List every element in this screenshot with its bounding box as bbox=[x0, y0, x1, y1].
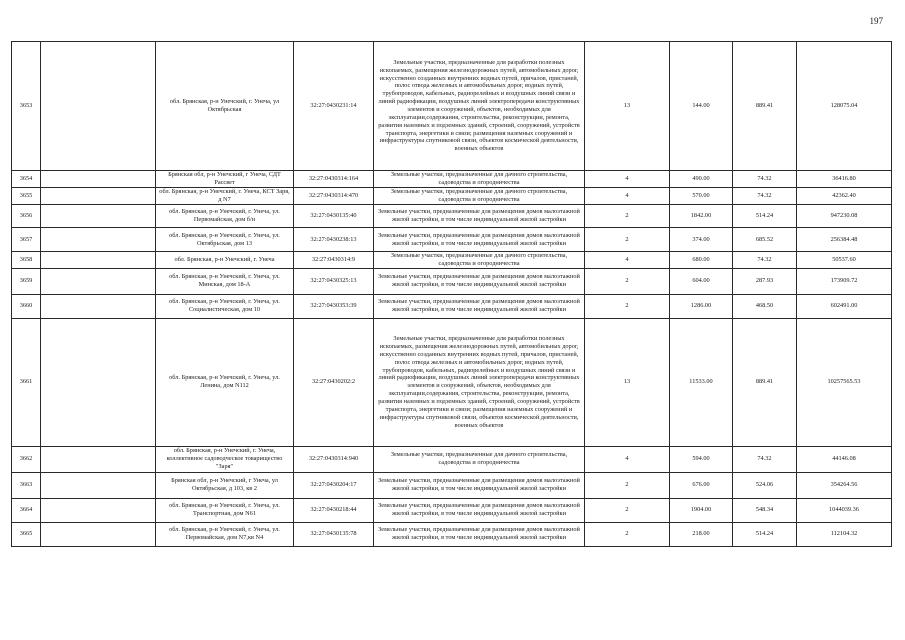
table-row bbox=[12, 318, 892, 446]
table-body bbox=[12, 42, 892, 547]
group-cell: 2 bbox=[585, 522, 670, 546]
rate-cell: 548.34 bbox=[733, 498, 797, 522]
area-cell: 680.00 bbox=[670, 252, 733, 269]
table-row bbox=[12, 268, 892, 294]
cadastral-number-cell: 32:27:0430218:44 bbox=[294, 498, 374, 522]
table-row bbox=[12, 498, 892, 522]
rate-cell: 889.41 bbox=[733, 42, 797, 171]
land-use-category-cell: Земельные участки, предназначенные для размещения домов малоэтажной жилой застройки, в том числе индивидуальной жилой застройки bbox=[374, 294, 585, 318]
rate-cell: 74.32 bbox=[733, 188, 797, 205]
cadastral-value-cell: 10257565.53 bbox=[797, 318, 892, 446]
table-row bbox=[12, 171, 892, 188]
area-cell: 490.00 bbox=[670, 171, 733, 188]
area-cell: 604.00 bbox=[670, 268, 733, 294]
group-cell: 2 bbox=[585, 205, 670, 228]
rate-cell: 287.93 bbox=[733, 268, 797, 294]
land-use-category-cell: Земельные участки, предназначенные для дачного строительства, садоводства и огородничества bbox=[374, 188, 585, 205]
area-cell: 11533.00 bbox=[670, 318, 733, 446]
cadastral-number-cell: 32:27:0430135:40 bbox=[294, 205, 374, 228]
spacer-cell bbox=[41, 205, 156, 228]
spacer-cell bbox=[41, 522, 156, 546]
cadastral-value-cell: 947230.08 bbox=[797, 205, 892, 228]
rate-cell: 514.24 bbox=[733, 522, 797, 546]
address-cell: обл. Брянская, р-н Унечский, г. Унеча, ул. Первомайская, дом N7,кв N4 bbox=[156, 522, 294, 546]
land-use-category-cell: Земельные участки, предназначенные для размещения домов малоэтажной жилой застройки, в том числе индивидуальной жилой застройки bbox=[374, 268, 585, 294]
area-cell: 676.00 bbox=[670, 472, 733, 498]
spacer-cell bbox=[41, 318, 156, 446]
area-cell: 1904.00 bbox=[670, 498, 733, 522]
table-row bbox=[12, 228, 892, 252]
spacer-cell bbox=[41, 446, 156, 472]
address-cell: обл. Брянская, р-н Унечский, г. Унеча, коллективное садоводческое товарищество "Заря" bbox=[156, 446, 294, 472]
group-cell: 2 bbox=[585, 268, 670, 294]
cadastral-value-cell: 354264.56 bbox=[797, 472, 892, 498]
cadastral-number-cell: 32:27:0430238:13 bbox=[294, 228, 374, 252]
page-number: 197 bbox=[869, 16, 883, 26]
rate-cell: 685.52 bbox=[733, 228, 797, 252]
land-use-category-cell: Земельные участки, предназначенные для размещения домов малоэтажной жилой застройки, в том числе индивидуальной жилой застройки bbox=[374, 228, 585, 252]
row-number: 3662 bbox=[12, 446, 41, 472]
cadastral-value-cell: 112104.32 bbox=[797, 522, 892, 546]
group-cell: 2 bbox=[585, 228, 670, 252]
address-cell: обл. Брянская, р-н Унечский, г. Унеча, ул. Первомайская, дом б/н bbox=[156, 205, 294, 228]
row-number: 3661 bbox=[12, 318, 41, 446]
table-row bbox=[12, 472, 892, 498]
table-row bbox=[12, 522, 892, 546]
area-cell: 1842.00 bbox=[670, 205, 733, 228]
cadastral-number-cell: 32:27:0430202:2 bbox=[294, 318, 374, 446]
spacer-cell bbox=[41, 498, 156, 522]
address-cell: обл. Брянская, р-н Унечский, г. Унеча, ул. Ленина, дом N112 bbox=[156, 318, 294, 446]
row-number: 3658 bbox=[12, 252, 41, 269]
cadastral-number-cell: 32:27:0430325:13 bbox=[294, 268, 374, 294]
rate-cell: 74.32 bbox=[733, 171, 797, 188]
spacer-cell bbox=[41, 188, 156, 205]
group-cell: 2 bbox=[585, 498, 670, 522]
address-cell: Брянская обл, р-н Унечский, г Унеча, СДТ Рассвет bbox=[156, 171, 294, 188]
row-number: 3654 bbox=[12, 171, 41, 188]
land-use-category-cell: Земельные участки, предназначенные для размещения домов малоэтажной жилой застройки, в том числе индивидуальной жилой застройки bbox=[374, 498, 585, 522]
area-cell: 1286.00 bbox=[670, 294, 733, 318]
rate-cell: 524.06 bbox=[733, 472, 797, 498]
cadastral-value-cell: 50537.60 bbox=[797, 252, 892, 269]
group-cell: 4 bbox=[585, 171, 670, 188]
cadastral-value-cell: 1044039.36 bbox=[797, 498, 892, 522]
row-number: 3657 bbox=[12, 228, 41, 252]
spacer-cell bbox=[41, 294, 156, 318]
address-cell: обл. Брянская, р-н Унечский, г. Унеча, КСТ Заря, д N7 bbox=[156, 188, 294, 205]
rate-cell: 889.41 bbox=[733, 318, 797, 446]
group-cell: 2 bbox=[585, 294, 670, 318]
rate-cell: 514.24 bbox=[733, 205, 797, 228]
address-cell: обл. Брянская, р-н Унечский, г. Унеча, ул Октябрьская bbox=[156, 42, 294, 171]
cadastral-number-cell: 32:27:0430231:14 bbox=[294, 42, 374, 171]
table-row bbox=[12, 294, 892, 318]
table-row bbox=[12, 188, 892, 205]
address-cell: обл. Брянская, р-н Унечский, г. Унеча bbox=[156, 252, 294, 269]
land-use-category-cell: Земельные участки, предназначенные для размещения домов малоэтажной жилой застройки, в том числе индивидуальной жилой застройки bbox=[374, 472, 585, 498]
cadastral-number-cell: 32:27:0430135:78 bbox=[294, 522, 374, 546]
row-number: 3665 bbox=[12, 522, 41, 546]
rate-cell: 468.50 bbox=[733, 294, 797, 318]
row-number: 3659 bbox=[12, 268, 41, 294]
group-cell: 4 bbox=[585, 252, 670, 269]
address-cell: Брянская обл, р-н Унечский, г Унеча, ул Октябрьская, д 103, кв 2 bbox=[156, 472, 294, 498]
row-number: 3656 bbox=[12, 205, 41, 228]
cadastral-value-cell: 256384.48 bbox=[797, 228, 892, 252]
area-cell: 570.00 bbox=[670, 188, 733, 205]
table-row bbox=[12, 252, 892, 269]
cadastral-number-cell: 32:27:0430314:940 bbox=[294, 446, 374, 472]
spacer-cell bbox=[41, 228, 156, 252]
group-cell: 4 bbox=[585, 446, 670, 472]
rate-cell: 74.32 bbox=[733, 252, 797, 269]
group-cell: 13 bbox=[585, 318, 670, 446]
table-row bbox=[12, 42, 892, 171]
area-cell: 218.00 bbox=[670, 522, 733, 546]
cadastral-value-cell: 44146.08 bbox=[797, 446, 892, 472]
group-cell: 4 bbox=[585, 188, 670, 205]
land-use-category-cell: Земельные участки, предназначенные для размещения домов малоэтажной жилой застройки, в том числе индивидуальной жилой застройки bbox=[374, 522, 585, 546]
cadastral-value-cell: 42362.40 bbox=[797, 188, 892, 205]
area-cell: 594.00 bbox=[670, 446, 733, 472]
row-number: 3660 bbox=[12, 294, 41, 318]
address-cell: обл. Брянская, р-н Унечский, г. Унеча, ул. Минская, дом 18-А bbox=[156, 268, 294, 294]
cadastral-value-table bbox=[11, 41, 892, 547]
cadastral-number-cell: 32:27:0430314:164 bbox=[294, 171, 374, 188]
table-row bbox=[12, 205, 892, 228]
row-number: 3664 bbox=[12, 498, 41, 522]
land-use-category-cell: Земельные участки, предназначенные для дачного строительства, садоводства и огородничества bbox=[374, 252, 585, 269]
area-cell: 144.00 bbox=[670, 42, 733, 171]
cadastral-number-cell: 32:27:0430314:9 bbox=[294, 252, 374, 269]
row-number: 3655 bbox=[12, 188, 41, 205]
cadastral-value-cell: 36416.80 bbox=[797, 171, 892, 188]
spacer-cell bbox=[41, 472, 156, 498]
cadastral-number-cell: 32:27:0430204:17 bbox=[294, 472, 374, 498]
table-row bbox=[12, 446, 892, 472]
spacer-cell bbox=[41, 268, 156, 294]
spacer-cell bbox=[41, 252, 156, 269]
group-cell: 2 bbox=[585, 472, 670, 498]
cadastral-value-cell: 602491.00 bbox=[797, 294, 892, 318]
land-use-category-cell: Земельные участки, предназначенные для дачного строительства, садоводства и огородничества bbox=[374, 171, 585, 188]
land-use-category-cell: Земельные участки, предназначенные для размещения домов малоэтажной жилой застройки, в том числе индивидуальной жилой застройки bbox=[374, 205, 585, 228]
address-cell: обл. Брянская, р-н Унечский, г. Унеча, ул. Транспортная, дом N61 bbox=[156, 498, 294, 522]
group-cell: 13 bbox=[585, 42, 670, 171]
cadastral-value-cell: 128075.04 bbox=[797, 42, 892, 171]
cadastral-number-cell: 32:27:0430353:39 bbox=[294, 294, 374, 318]
address-cell: обл. Брянская, р-н Унечский, г. Унеча, ул. Октябрьская, дом 13 bbox=[156, 228, 294, 252]
address-cell: обл. Брянская, р-н Унечский, г. Унеча, ул. Социалистическая, дом 10 bbox=[156, 294, 294, 318]
row-number: 3663 bbox=[12, 472, 41, 498]
land-use-category-cell: Земельные участки, предназначенные для разработки полезных ископаемых, размещения железнодорожных путей, автомобильных дорог, искусственно созданных внутренних водных путей, причалов, пристаней, полос отвода железных и автомобильных дорог, водных путей, трубопроводов, кабельных, радиорелейных и воздушных линий связи и линий радиофикации, воздушных линий электропередачи конструктивных элементов и сооружений, объектов, необходимых для эксплуатации,содержания, строительства, реконструкции, ремонта, развития наземных и подземных зданий, строений, сооружений, устройств транспорта, энергетики и связи; размещения наземных сооружений и инфраструктуры спутниковой связи, объектов космической деятельности, военных объектов bbox=[374, 318, 585, 446]
spacer-cell bbox=[41, 171, 156, 188]
cadastral-value-cell: 173909.72 bbox=[797, 268, 892, 294]
rate-cell: 74.32 bbox=[733, 446, 797, 472]
cadastral-number-cell: 32:27:0430314:470 bbox=[294, 188, 374, 205]
spacer-cell bbox=[41, 42, 156, 171]
land-use-category-cell: Земельные участки, предназначенные для дачного строительства, садоводства и огородничества bbox=[374, 446, 585, 472]
area-cell: 374.00 bbox=[670, 228, 733, 252]
row-number: 3653 bbox=[12, 42, 41, 171]
land-use-category-cell: Земельные участки, предназначенные для разработки полезных ископаемых, размещения железнодорожных путей, автомобильных дорог, искусственно созданных внутренних водных путей, причалов, пристаней, полос отвода железных и автомобильных дорог, водных путей, трубопроводов, кабельных, радиорелейных и воздушных линий связи и линий радиофикации, воздушных линий электропередачи конструктивных элементов и сооружений, объектов, необходимых для эксплуатации,содержания, строительства, реконструкции, ремонта, развития наземных и подземных зданий, строений, сооружений, устройств транспорта, энергетики и связи; размещения наземных сооружений и инфраструктуры спутниковой связи, объектов космической деятельности, военных объектов bbox=[374, 42, 585, 171]
